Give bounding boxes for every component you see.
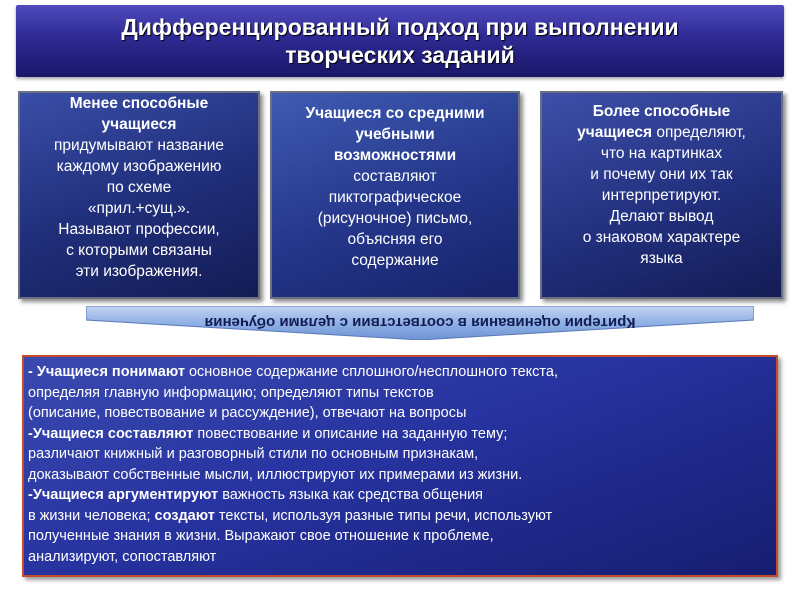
criteria-panel: [22, 355, 778, 577]
average-line: пиктографическое: [328, 189, 462, 206]
more-able-line: языка: [640, 250, 683, 267]
average-line: объясняя его: [347, 231, 443, 248]
less-able-heading-1: Менее способные: [69, 95, 209, 112]
criteria-line: -Учащиеся составляют повествование и описание на заданную тему;: [28, 425, 508, 442]
more-able-line: и почему они их так: [590, 166, 733, 183]
less-able-students-box: [18, 91, 260, 299]
average-line: содержание: [351, 252, 439, 269]
average-heading-2: учебными: [355, 126, 435, 143]
criteria-line: различают книжный и разговорный стили по основным признакам,: [28, 446, 479, 462]
criteria-line: - Учащиеся понимают основное содержание сплошного/несплошного текста,: [28, 364, 559, 380]
average-line: (рисуночное) письмо,: [317, 210, 473, 227]
less-able-line: каждому изображению: [56, 158, 222, 175]
average-students-box: [270, 91, 520, 299]
more-able-heading-1: Более способные: [592, 103, 731, 120]
less-able-heading-2: учащиеся: [101, 116, 177, 133]
average-heading-1: Учащиеся со средними: [305, 105, 485, 122]
less-able-line: Называют профессии,: [58, 221, 220, 238]
less-able-line: эти изображения.: [75, 263, 203, 280]
slide-title-line-1: Дифференцированный подход при выполнении: [121, 14, 679, 40]
more-able-line: интерпретируют.: [601, 187, 722, 204]
slide-title: [16, 5, 784, 77]
average-heading-3: возможностями: [333, 147, 457, 164]
less-able-line: по схеме: [106, 179, 172, 196]
more-able-line: о знаковом характере: [582, 229, 741, 246]
criteria-arrow-label: Критерии оценивания в соответствии с целями обучения: [204, 314, 636, 332]
more-able-line: что на картинках: [600, 145, 723, 162]
criteria-line: определяя главную информацию; определяют типы текстов: [28, 384, 434, 401]
less-able-line: «прил.+сущ.».: [87, 200, 191, 217]
more-able-line: Делают вывод: [609, 208, 714, 225]
criteria-line: анализируют, сопоставляют: [28, 548, 217, 565]
less-able-line: с которыми связаны: [66, 242, 212, 259]
criteria-line: (описание, повествование и рассуждение), отвечают на вопросы: [28, 405, 467, 421]
slide-title-line-2: творческих заданий: [285, 42, 515, 68]
criteria-arrow: [86, 306, 754, 340]
less-able-line: придумывают название: [53, 137, 225, 154]
average-line: составляют: [353, 168, 437, 185]
criteria-line: в жизни человека; создают тексты, используя разные типы речи, используют: [28, 507, 553, 524]
criteria-line: полученные знания в жизни. Выражают свое отношение к проблеме,: [28, 528, 494, 544]
more-able-heading-2: учащиеся: [577, 124, 653, 141]
more-able-students-box: [540, 91, 783, 299]
criteria-line: доказывают собственные мысли, иллюстрируют их примерами из жизни.: [28, 466, 523, 483]
more-able-heading-tail: определяют,: [652, 124, 746, 141]
criteria-line: -Учащиеся аргументируют важность языка как средства общения: [28, 487, 484, 503]
